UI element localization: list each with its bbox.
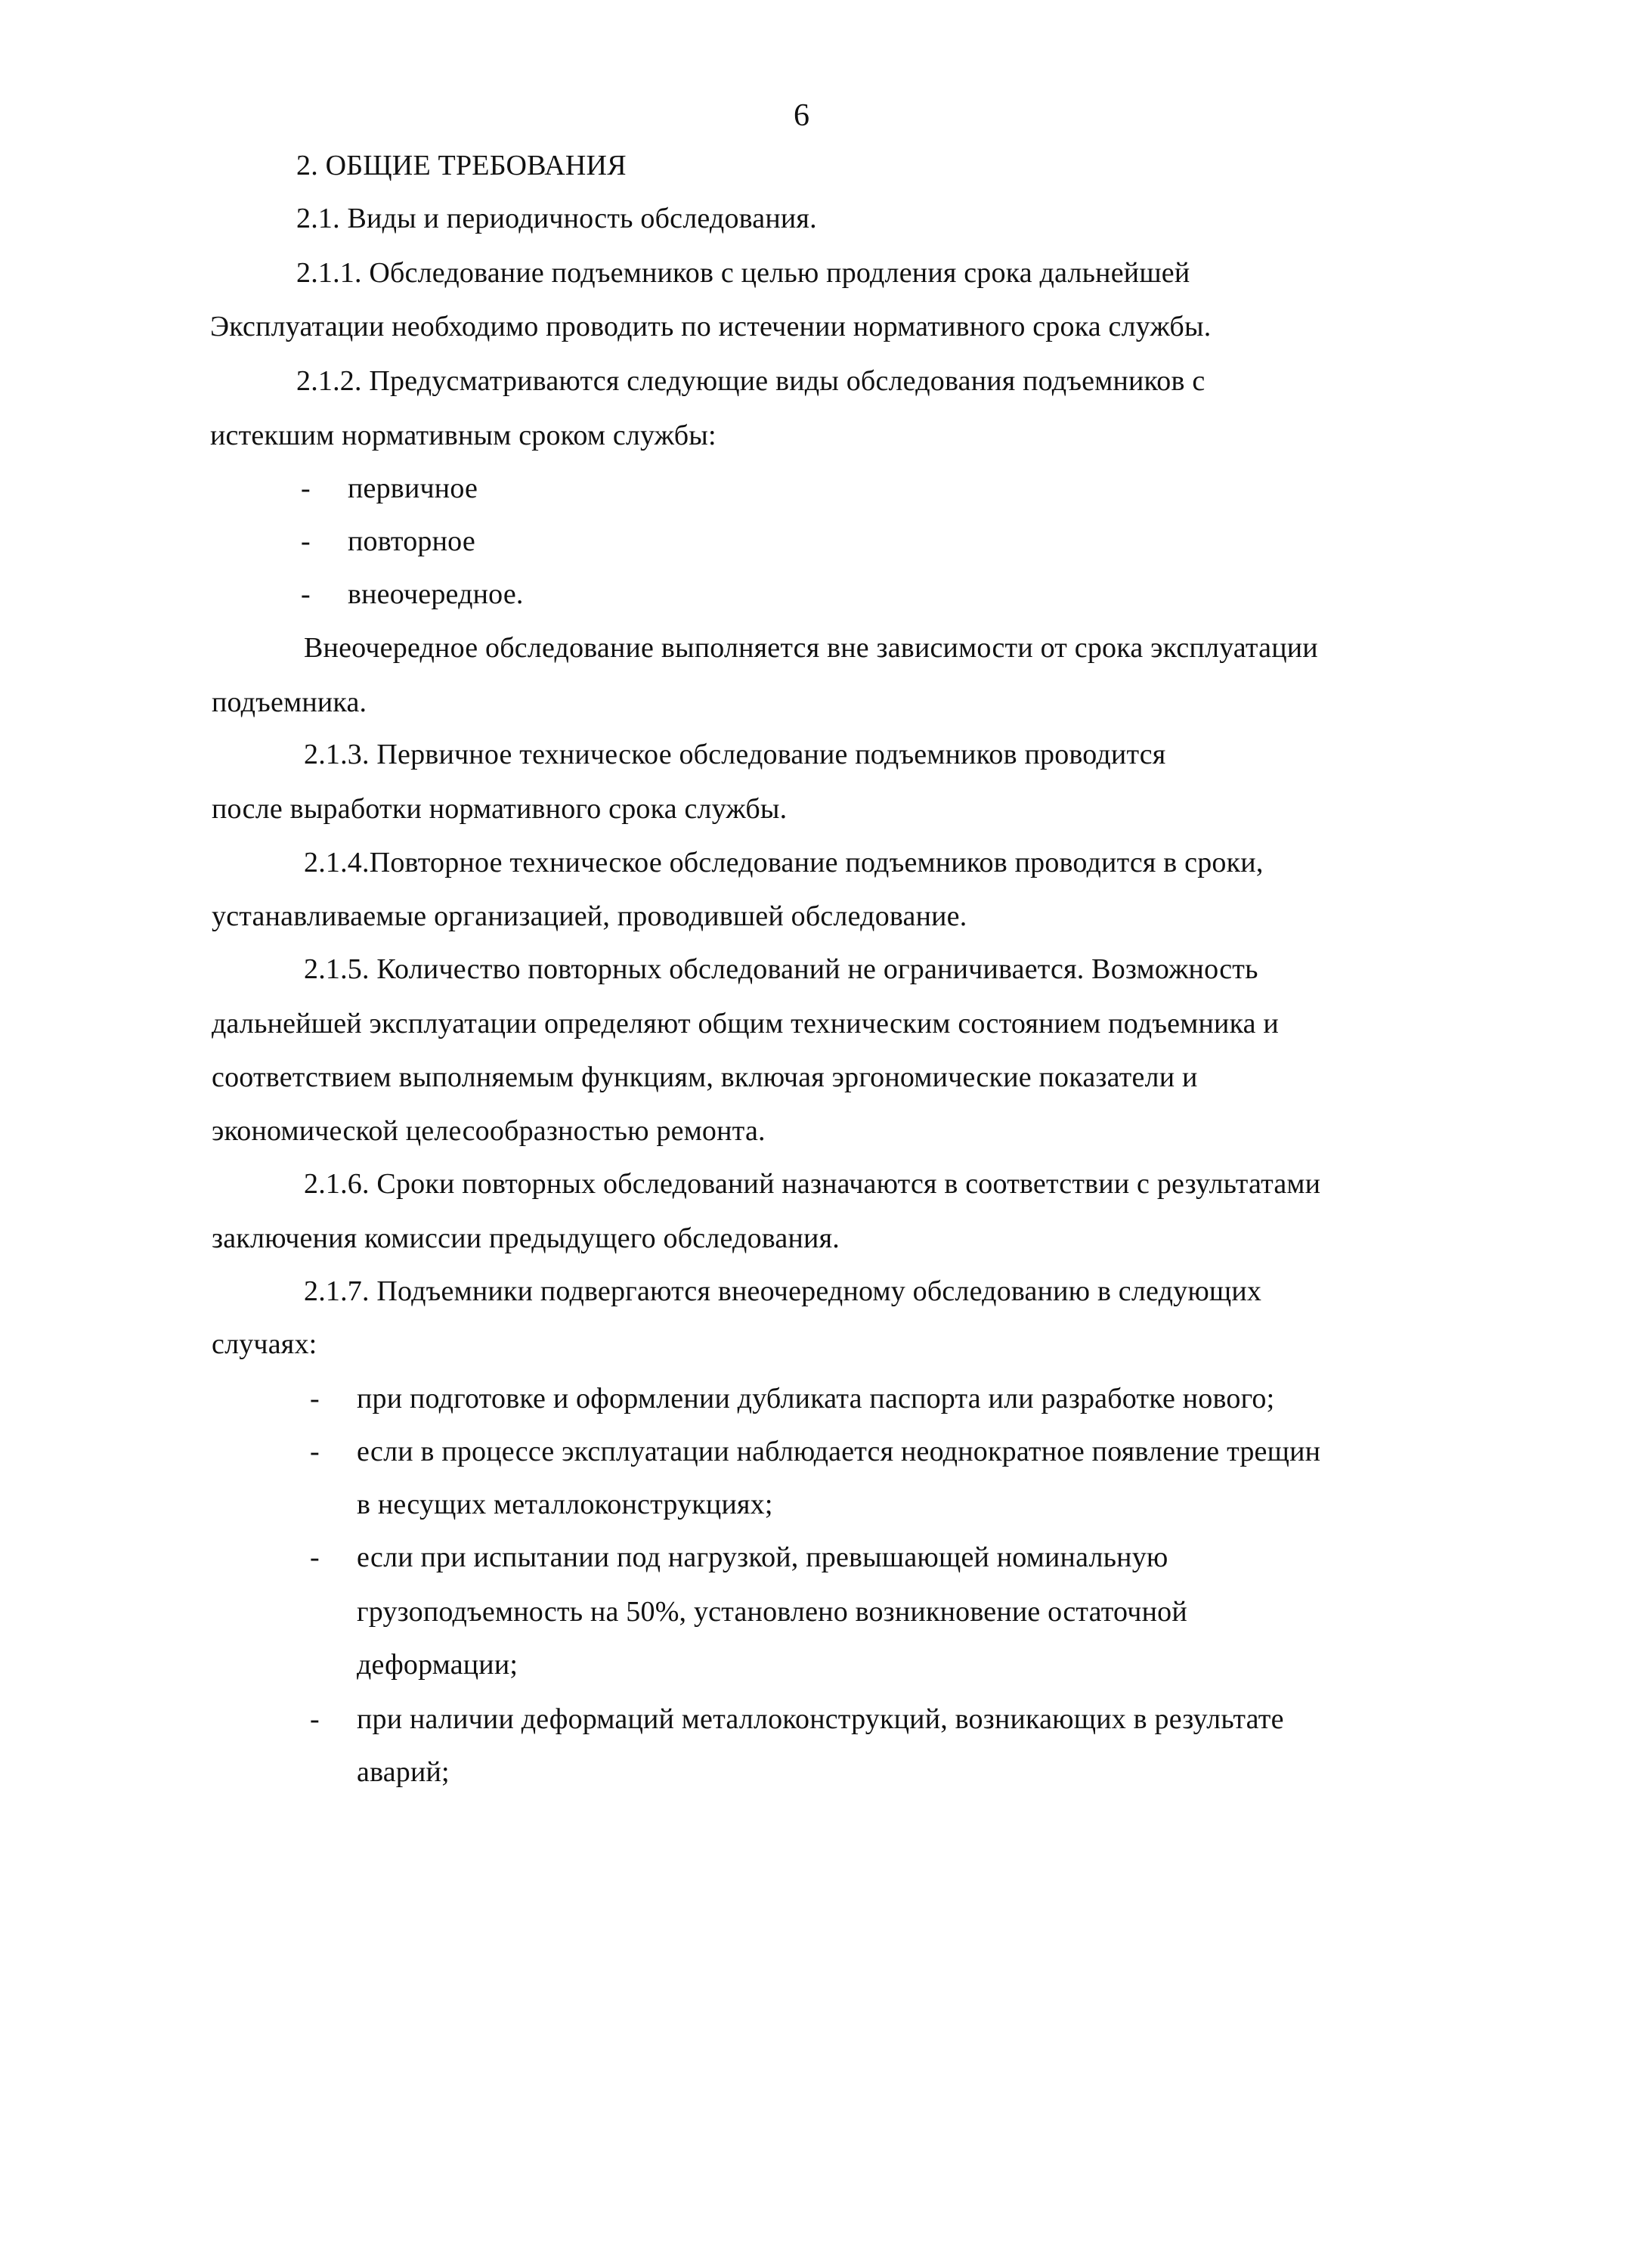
paragraph-2-1-2-line-2: истекшим нормативным сроком службы: xyxy=(210,420,717,451)
subsection-title: 2.1. Виды и периодичность обследования. xyxy=(296,203,817,234)
paragraph-2-1-6-line-1: 2.1.6. Сроки повторных обследований назначаются в соответствии с результатами xyxy=(304,1168,1321,1200)
paragraph-2-1-5-line-1: 2.1.5. Количество повторных обследований не ограничивается. Возможность xyxy=(304,953,1258,985)
list-dash: - xyxy=(310,1436,320,1467)
paragraph-2-1-5-line-3: соответствием выполняемым функциям, включая эргономические показатели и xyxy=(212,1061,1198,1093)
list-dash: - xyxy=(301,472,311,504)
case-item-cracks-line-1: если в процессе эксплуатации наблюдается неоднократное появление трещин xyxy=(357,1436,1321,1467)
list-dash: - xyxy=(310,1703,320,1735)
case-item-load-test-line-2: грузоподъемность на 50%, установлено возникновение остаточной xyxy=(357,1596,1187,1628)
paragraph-2-1-1-line-2: Эксплуатации необходимо проводить по истечении нормативного срока службы. xyxy=(210,311,1212,342)
paragraph-2-1-2-line-1: 2.1.2. Предусматриваются следующие виды обследования подъемников с xyxy=(296,365,1206,397)
paragraph-2-1-4-line-1: 2.1.4.Повторное техническое обследование подъемников проводится в сроки, xyxy=(304,847,1264,878)
list-item-extraordinary: внеочередное. xyxy=(348,578,524,610)
paragraph-2-1-1-line-1: 2.1.1. Обследование подъемников с целью продления срока дальнейшей xyxy=(296,257,1190,289)
paragraph-2-1-4-line-2: устанавливаемые организацией, проводившей обследование. xyxy=(212,900,967,932)
paragraph-extra-line-2: подъемника. xyxy=(212,686,367,718)
paragraph-2-1-5-line-2: дальнейшей эксплуатации определяют общим техническим состоянием подъемника и xyxy=(212,1008,1279,1040)
paragraph-extra-line-1: Внеочередное обследование выполняется вне зависимости от срока эксплуатации xyxy=(304,632,1318,664)
paragraph-2-1-7-line-1: 2.1.7. Подъемники подвергаются внеочередному обследованию в следующих xyxy=(304,1275,1262,1307)
list-dash: - xyxy=(301,578,311,610)
list-dash: - xyxy=(301,525,311,557)
paragraph-2-1-3-line-2: после выработки нормативного срока службы. xyxy=(212,793,788,825)
paragraph-2-1-3-line-1: 2.1.3. Первичное техническое обследование подъемников проводится xyxy=(304,739,1166,770)
case-item-load-test-line-3: деформации; xyxy=(357,1649,518,1681)
list-dash: - xyxy=(310,1541,320,1573)
case-item-accident-line-2: аварий; xyxy=(357,1756,450,1788)
list-dash: - xyxy=(310,1383,320,1414)
paragraph-2-1-5-line-4: экономической целесообразностью ремонта. xyxy=(212,1115,766,1147)
list-item-repeat: повторное xyxy=(348,525,475,557)
section-title: 2. ОБЩИЕ ТРЕБОВАНИЯ xyxy=(296,150,627,181)
case-item-duplicate-passport: при подготовке и оформлении дубликата паспорта или разработке нового; xyxy=(357,1383,1275,1414)
list-item-primary: первичное xyxy=(348,472,478,504)
case-item-load-test-line-1: если при испытании под нагрузкой, превышающей номинальную xyxy=(357,1541,1168,1573)
page-number: 6 xyxy=(794,98,809,133)
paragraph-2-1-6-line-2: заключения комиссии предыдущего обследования. xyxy=(212,1222,840,1254)
paragraph-2-1-7-line-2: случаях: xyxy=(212,1328,317,1360)
case-item-accident-line-1: при наличии деформаций металлоконструкций, возникающих в результате xyxy=(357,1703,1284,1735)
case-item-cracks-line-2: в несущих металлоконструкциях; xyxy=(357,1489,773,1520)
